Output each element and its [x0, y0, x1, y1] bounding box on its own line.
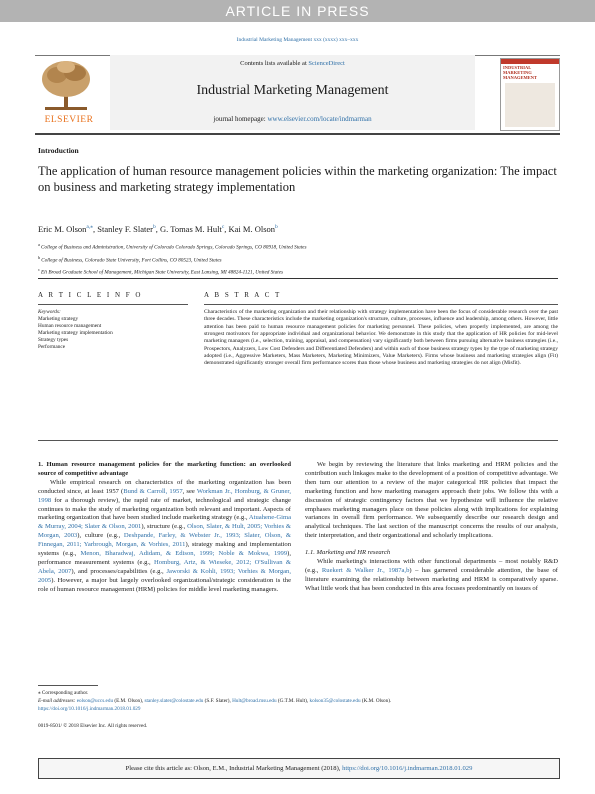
affiliation	[38, 240, 558, 253]
homepage-link[interactable]: www.elsevier.com/locate/indmarman	[267, 115, 372, 123]
citation-doi-link[interactable]: https://doi.org/10.1016/j.indmarman.2018.01.029	[342, 765, 473, 772]
keyword: Strategy types	[38, 337, 69, 343]
affiliation-text: Eli Broad Graduate School of Management, Michigan State University, East Lansing, MI 48824-1121, United States	[41, 270, 284, 277]
right-paragraph-2	[305, 558, 558, 594]
publisher-name: ELSEVIER	[44, 115, 94, 125]
cover-illustration	[505, 83, 555, 127]
email-text: (G.T.M. Hult),	[276, 698, 310, 705]
citation-box	[38, 758, 560, 779]
article-title: The application of human resource management policies within the marketing organization: The impact on business and marketing strategy implementation	[38, 164, 557, 194]
author-separator: ,	[224, 224, 229, 234]
left-paragraph-citation-link[interactable]: Menon, Bharadwaj, Adidam, & Edison, 1999; Noble & Mokwa, 1999	[80, 550, 288, 558]
article-info-heading: A R T I C L E I N F O	[38, 291, 143, 299]
author-affiliation-marker[interactable]: b	[275, 224, 278, 231]
corresponding-author-note: ⁎ Corresponding author.	[38, 690, 89, 696]
email-addresses	[38, 697, 558, 705]
right-paragraph-1: We begin by reviewing the literature that links marketing and HRM policies and the contribution such linkages make to the development of a position of competitive advantage. We then turn our attention to a review of the major categorical HR policies that impact the marketing function and how marketing managers approach their jobs. We follow this with a discussion of strategic contingency factors that we hypothesize will influence the relative emphases marketing managers place on these policies along with implications for explaining variances in overall firm performance. We subsequently describe our research design and analytical techniques. The last section of the manuscript concerns the results of our analysis, their interpretation, and their organizational and scholarly implications.	[305, 461, 558, 540]
keyword: Performance	[38, 344, 66, 350]
contents-line	[110, 60, 475, 67]
email-citation-link[interactable]: Hult@broad.msu.edu	[232, 698, 277, 705]
author-affiliation-marker[interactable]: b	[152, 224, 156, 231]
article-in-press-banner: ARTICLE IN PRESS	[0, 0, 595, 22]
article-type-label: Introduction	[38, 146, 79, 155]
cover-band	[501, 59, 559, 64]
left-paragraph-text: ), performance measurement systems (e.g.,	[38, 550, 291, 566]
article-info-rule	[38, 304, 188, 305]
abstract-heading: A B S T R A C T	[204, 291, 282, 299]
affiliation-marker: c	[38, 267, 42, 273]
author-name[interactable]: Stanley F. Slater	[97, 224, 153, 234]
left-paragraph-citation-link[interactable]: Bund & Carroll, 1957	[123, 487, 183, 495]
journal-reference[interactable]: Industrial Marketing Management xxx (xxxx) xxx–xxx	[236, 37, 359, 43]
author-name[interactable]: G. Tomas M. Hult	[159, 224, 222, 234]
affiliation-marker: a	[38, 242, 42, 247]
left-paragraph-citation-link[interactable]: Atuahene-Gima & Murray, 2004; Slater & Olson, 2001	[38, 514, 291, 531]
contents-prefix: Contents lists available at	[240, 60, 309, 67]
abstract-text: Characteristics of the marketing organization and their relationship with strategy implementation have been the focus of considerable research over the past three decades. These characteristics include the marketing organization's structure, culture, processes, influence and leadership, among others. However, little attention has been paid to human resource management policies for marketing personnel. These policies, when properly implemented, are among the strongest motivators for appropriate individual and organizational behavior. We demonstrate in this study that the application of HR policies for mid-level marketing managers (i.e., selection, training, appraisal, and compensation) vary significantly both between firms pursuing alternative business strategies (i.e., Prospectors, Analyzers, Low Cost Defenders and Differentiated Defenders) and within each of those business strategy types by the type of marketing strategy adopted (i.e., Aggressive Marketers, Mass Marketers, Marketing Minimizers, Value Marketers). Firms whose business and marketing strategies align (Fit) demonstrated significantly stronger overall firm performance scores than those whose business and marketing strategies do not align (Misfit).	[204, 309, 558, 367]
affiliation-marker: b	[38, 254, 42, 260]
journal-cover-image	[500, 58, 560, 131]
left-paragraph-text: ), and processes/capabilities (e.g.,	[71, 567, 167, 575]
author-affiliation-marker[interactable]: c	[221, 224, 225, 231]
author-affiliation-marker[interactable]: a,⁎	[86, 224, 93, 231]
cover-title: INDUSTRIAL MARKETING MANAGEMENT	[503, 65, 537, 80]
footnotes	[38, 689, 558, 730]
homepage-label: journal homepage:	[213, 115, 268, 123]
keyword: Marketing strategy	[38, 316, 79, 322]
email-label: E-mail addresses:	[38, 698, 77, 705]
citation-prefix: Please cite this article as: Olson, E.M., Industrial Marketing Management (2018),	[125, 765, 343, 772]
affiliation-text: College of Business, Colorado State University, Fort Collins, CO 80523, United States	[41, 257, 222, 264]
left-paragraph-citation-link[interactable]: Workman Jr., Homburg, & Gruner, 1998	[38, 487, 291, 504]
left-paragraph-text: ), strategy making and implementation systems (e.g.,	[38, 541, 291, 558]
footnote-rule	[38, 685, 98, 686]
masthead-bottom-rule	[35, 133, 560, 135]
left-paragraph-text: , see	[182, 487, 197, 495]
email-citation-link[interactable]: stanley.slater@colostate.edu	[144, 698, 204, 705]
affiliation-list	[38, 240, 558, 278]
keywords-heading: Keywords:	[38, 309, 61, 315]
journal-masthead	[35, 55, 560, 133]
keyword: Human resource management	[38, 323, 102, 329]
section-1-1-heading: 1.1. Marketing and HR research	[305, 549, 391, 557]
email-text: (K.M. Olson).	[360, 698, 392, 705]
left-paragraph-citation-link[interactable]: Homburg, Artz, & Wieseke, 2012; O'Sullivan & Abela, 2007	[38, 558, 291, 575]
left-paragraph-citation-link[interactable]: Jaworski & Kohli, 1993; Vorhies & Morgan, 2005	[38, 567, 291, 584]
right-paragraph-text: ) – has garnered considerable attention, the base of literature examining the relationship between marketing and HRM is comparatively sparse. What little work that has been conducted in this area focuses predominantly on issues of	[305, 566, 558, 592]
journal-homepage-line	[110, 115, 475, 123]
left-paragraph-citation-link[interactable]: Olson, Slater, & Hult, 2005; Vorhies & Morgan, 2003	[38, 523, 291, 540]
left-paragraph-citation-link[interactable]: Deshpande, Farley, & Webster Jr., 1993; Slater, Olson, & Finnegan, 2011; Yarbrough, Morgan, & Vorhies, 2011	[38, 532, 291, 549]
keyword: Marketing strategy implementation	[38, 330, 113, 336]
affiliation-text: College of Business and Administration, University of Colorado Colorado Springs, Colorado Springs, CO 80918, United States	[41, 244, 307, 251]
left-body-column	[38, 461, 291, 595]
right-paragraph-text: While marketing's interactions with other functional departments – most notably R&D (e.g.,	[305, 558, 558, 574]
doi-link[interactable]: https://doi.org/10.1016/j.indmarman.2018.01.029	[38, 706, 141, 713]
email-text: (E.M. Olson),	[113, 698, 145, 705]
keywords-block	[38, 309, 193, 351]
left-paragraph-text: ), structure (e.g.,	[141, 523, 188, 531]
left-paragraph-text: for a thorough review), the rapid rate of market, technological and strategic change continues to make the study of marketing organization both relevant and important. Aspects of marketing organization that have been studied include marketing strategy (e.g.,	[38, 496, 291, 522]
author-name[interactable]: Kai M. Olson	[228, 224, 276, 234]
left-paragraph-text: While empirical research on characteristics of the marketing organization has been conducted since, at least 1957 (	[38, 478, 291, 495]
left-paragraph-text: ). However, a major but largely overlooked organizational/strategic consideration is the role of human resource management (HRM) policies for middle level marketing managers.	[38, 576, 291, 593]
section-1-heading: 1. Human resource management policies for the marketing function: an overlooked source of competitive advantage	[38, 461, 291, 477]
journal-title: Industrial Marketing Management	[196, 83, 389, 98]
author-name[interactable]: Eric M. Olson	[38, 224, 87, 234]
right-body-column	[305, 461, 558, 594]
header-divider	[38, 278, 558, 279]
abstract-rule	[204, 304, 558, 305]
email-citation-link[interactable]: eolson@uccs.edu	[76, 698, 114, 705]
affiliation	[38, 265, 558, 278]
email-text: (S.F. Slater),	[203, 698, 233, 705]
left-paragraph-text: ), culture (e.g.,	[77, 532, 124, 540]
copyright-line: 0019-8501/ © 2018 Elsevier Inc. All rights reserved.	[38, 722, 148, 729]
author-list	[38, 224, 558, 234]
abstract-divider	[38, 440, 558, 441]
affiliation	[38, 253, 558, 266]
sciencedirect-link[interactable]: ScienceDirect	[308, 60, 345, 67]
right-paragraph-citation-link[interactable]: Ruekert & Walker Jr., 1987a,b	[321, 566, 410, 574]
email-citation-link[interactable]: kolson35@colostate.edu	[309, 698, 361, 705]
author-separator: ,	[92, 224, 98, 234]
author-separator: ,	[155, 224, 160, 234]
left-paragraph-1	[38, 479, 291, 595]
